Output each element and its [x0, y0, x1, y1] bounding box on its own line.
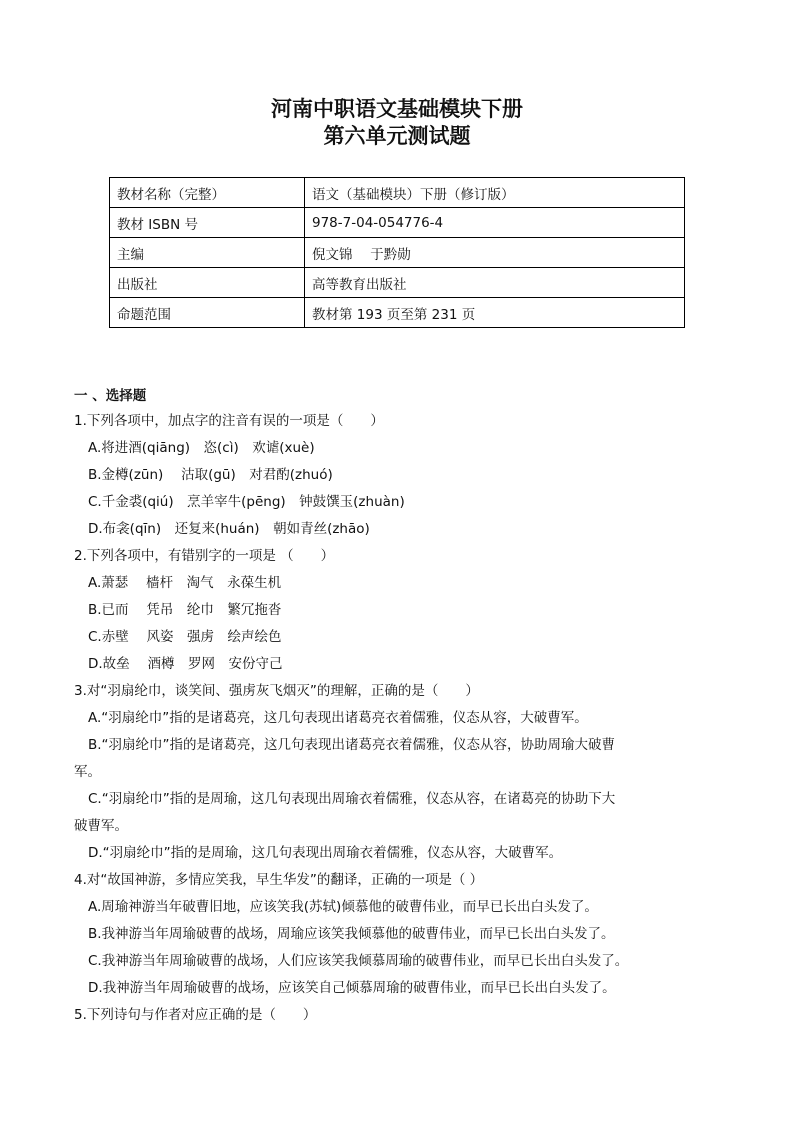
table-row	[110, 178, 685, 208]
answer-option-continued: 军。	[74, 764, 101, 780]
answer-option: B.金樽(zūn) 沽取(gū) 对君酌(zhuó)	[88, 467, 333, 483]
question-stem: 4.对“故国神游，多情应笑我，早生华发”的翻译，正确的一项是（ ）	[74, 872, 484, 888]
question-stem: 2.下列各项中，有错别字的一项是 （ ）	[74, 548, 335, 564]
answer-option: A.萧瑟 樯杆 淘气 永葆生机	[88, 575, 282, 591]
info-value: 978-7-04-054776-4	[305, 208, 685, 238]
table-row	[110, 268, 685, 298]
info-value: 高等教育出版社	[305, 268, 685, 298]
answer-option: B.“羽扇纶巾”指的是诸葛亮，这几句表现出诸葛亮衣着儒雅，仪态从容，协助周瑜大破曹	[88, 737, 616, 753]
table-row	[110, 238, 685, 268]
answer-option: D.故垒 酒樽 罗网 安份守己	[88, 656, 283, 672]
answer-option: B.我神游当年周瑜破曹的战场，周瑜应该笑我倾慕他的破曹伟业，而早已长出白头发了。	[88, 926, 615, 942]
info-key: 主编	[110, 238, 305, 268]
answer-option: B.已而 凭吊 纶巾 繁冗拖沓	[88, 602, 282, 618]
info-key: 出版社	[110, 268, 305, 298]
answer-option: A.将进酒(qiāng) 恣(cì) 欢谑(xuè)	[88, 440, 315, 456]
answer-option: C.赤壁 风姿 强虏 绘声绘色	[88, 629, 282, 645]
info-value: 教材第 193 页至第 231 页	[305, 298, 685, 328]
info-value: 倪文锦 于黔勋	[305, 238, 685, 268]
info-key: 教材 ISBN 号	[110, 208, 305, 238]
table-row	[110, 298, 685, 328]
answer-option: D.我神游当年周瑜破曹的战场，应该笑自己倾慕周瑜的破曹伟业，而早已长出白头发了。	[88, 980, 616, 996]
answer-option: C.我神游当年周瑜破曹的战场，人们应该笑我倾慕周瑜的破曹伟业，而早已长出白头发了。	[88, 953, 629, 969]
question-stem: 3.对“羽扇纶巾，谈笑间、强虏灰飞烟灭”的理解，正确的是（ ）	[74, 683, 479, 699]
question-stem: 5.下列诗句与作者对应正确的是（ ）	[74, 1007, 317, 1023]
answer-option-continued: 破曹军。	[74, 818, 128, 834]
answer-option: D.布衾(qīn) 还复来(huán) 朝如青丝(zhāo)	[88, 521, 370, 537]
section-heading: 一 、选择题	[74, 388, 147, 404]
answer-option: A.“羽扇纶巾”指的是诸葛亮，这几句表现出诸葛亮衣着儒雅，仪态从容，大破曹军。	[88, 710, 588, 726]
textbook-info-table	[109, 177, 685, 328]
info-value: 语文（基础模块）下册（修订版）	[305, 178, 685, 208]
exam-content	[74, 384, 734, 1029]
document-subtitle: 第六单元测试题	[323, 123, 471, 148]
document-title: 河南中职语文基础模块下册	[271, 96, 523, 121]
answer-option: C.千金裘(qiú) 烹羊宰牛(pēng) 钟鼓馔玉(zhuàn)	[88, 494, 405, 510]
table-row	[110, 208, 685, 238]
question-stem: 1.下列各项中，加点字的注音有误的一项是（ ）	[74, 413, 384, 429]
answer-option: D.“羽扇纶巾”指的是周瑜，这几句表现出周瑜衣着儒雅，仪态从容，大破曹军。	[88, 845, 563, 861]
info-key: 命题范围	[110, 298, 305, 328]
info-key: 教材名称（完整）	[110, 178, 305, 208]
answer-option: C.“羽扇纶巾”指的是周瑜，这几句表现出周瑜衣着儒雅，仪态从容，在诸葛亮的协助下大	[88, 791, 616, 807]
answer-option: A.周瑜神游当年破曹旧地，应该笑我(苏轼)倾慕他的破曹伟业，而早已长出白头发了。	[88, 899, 598, 915]
